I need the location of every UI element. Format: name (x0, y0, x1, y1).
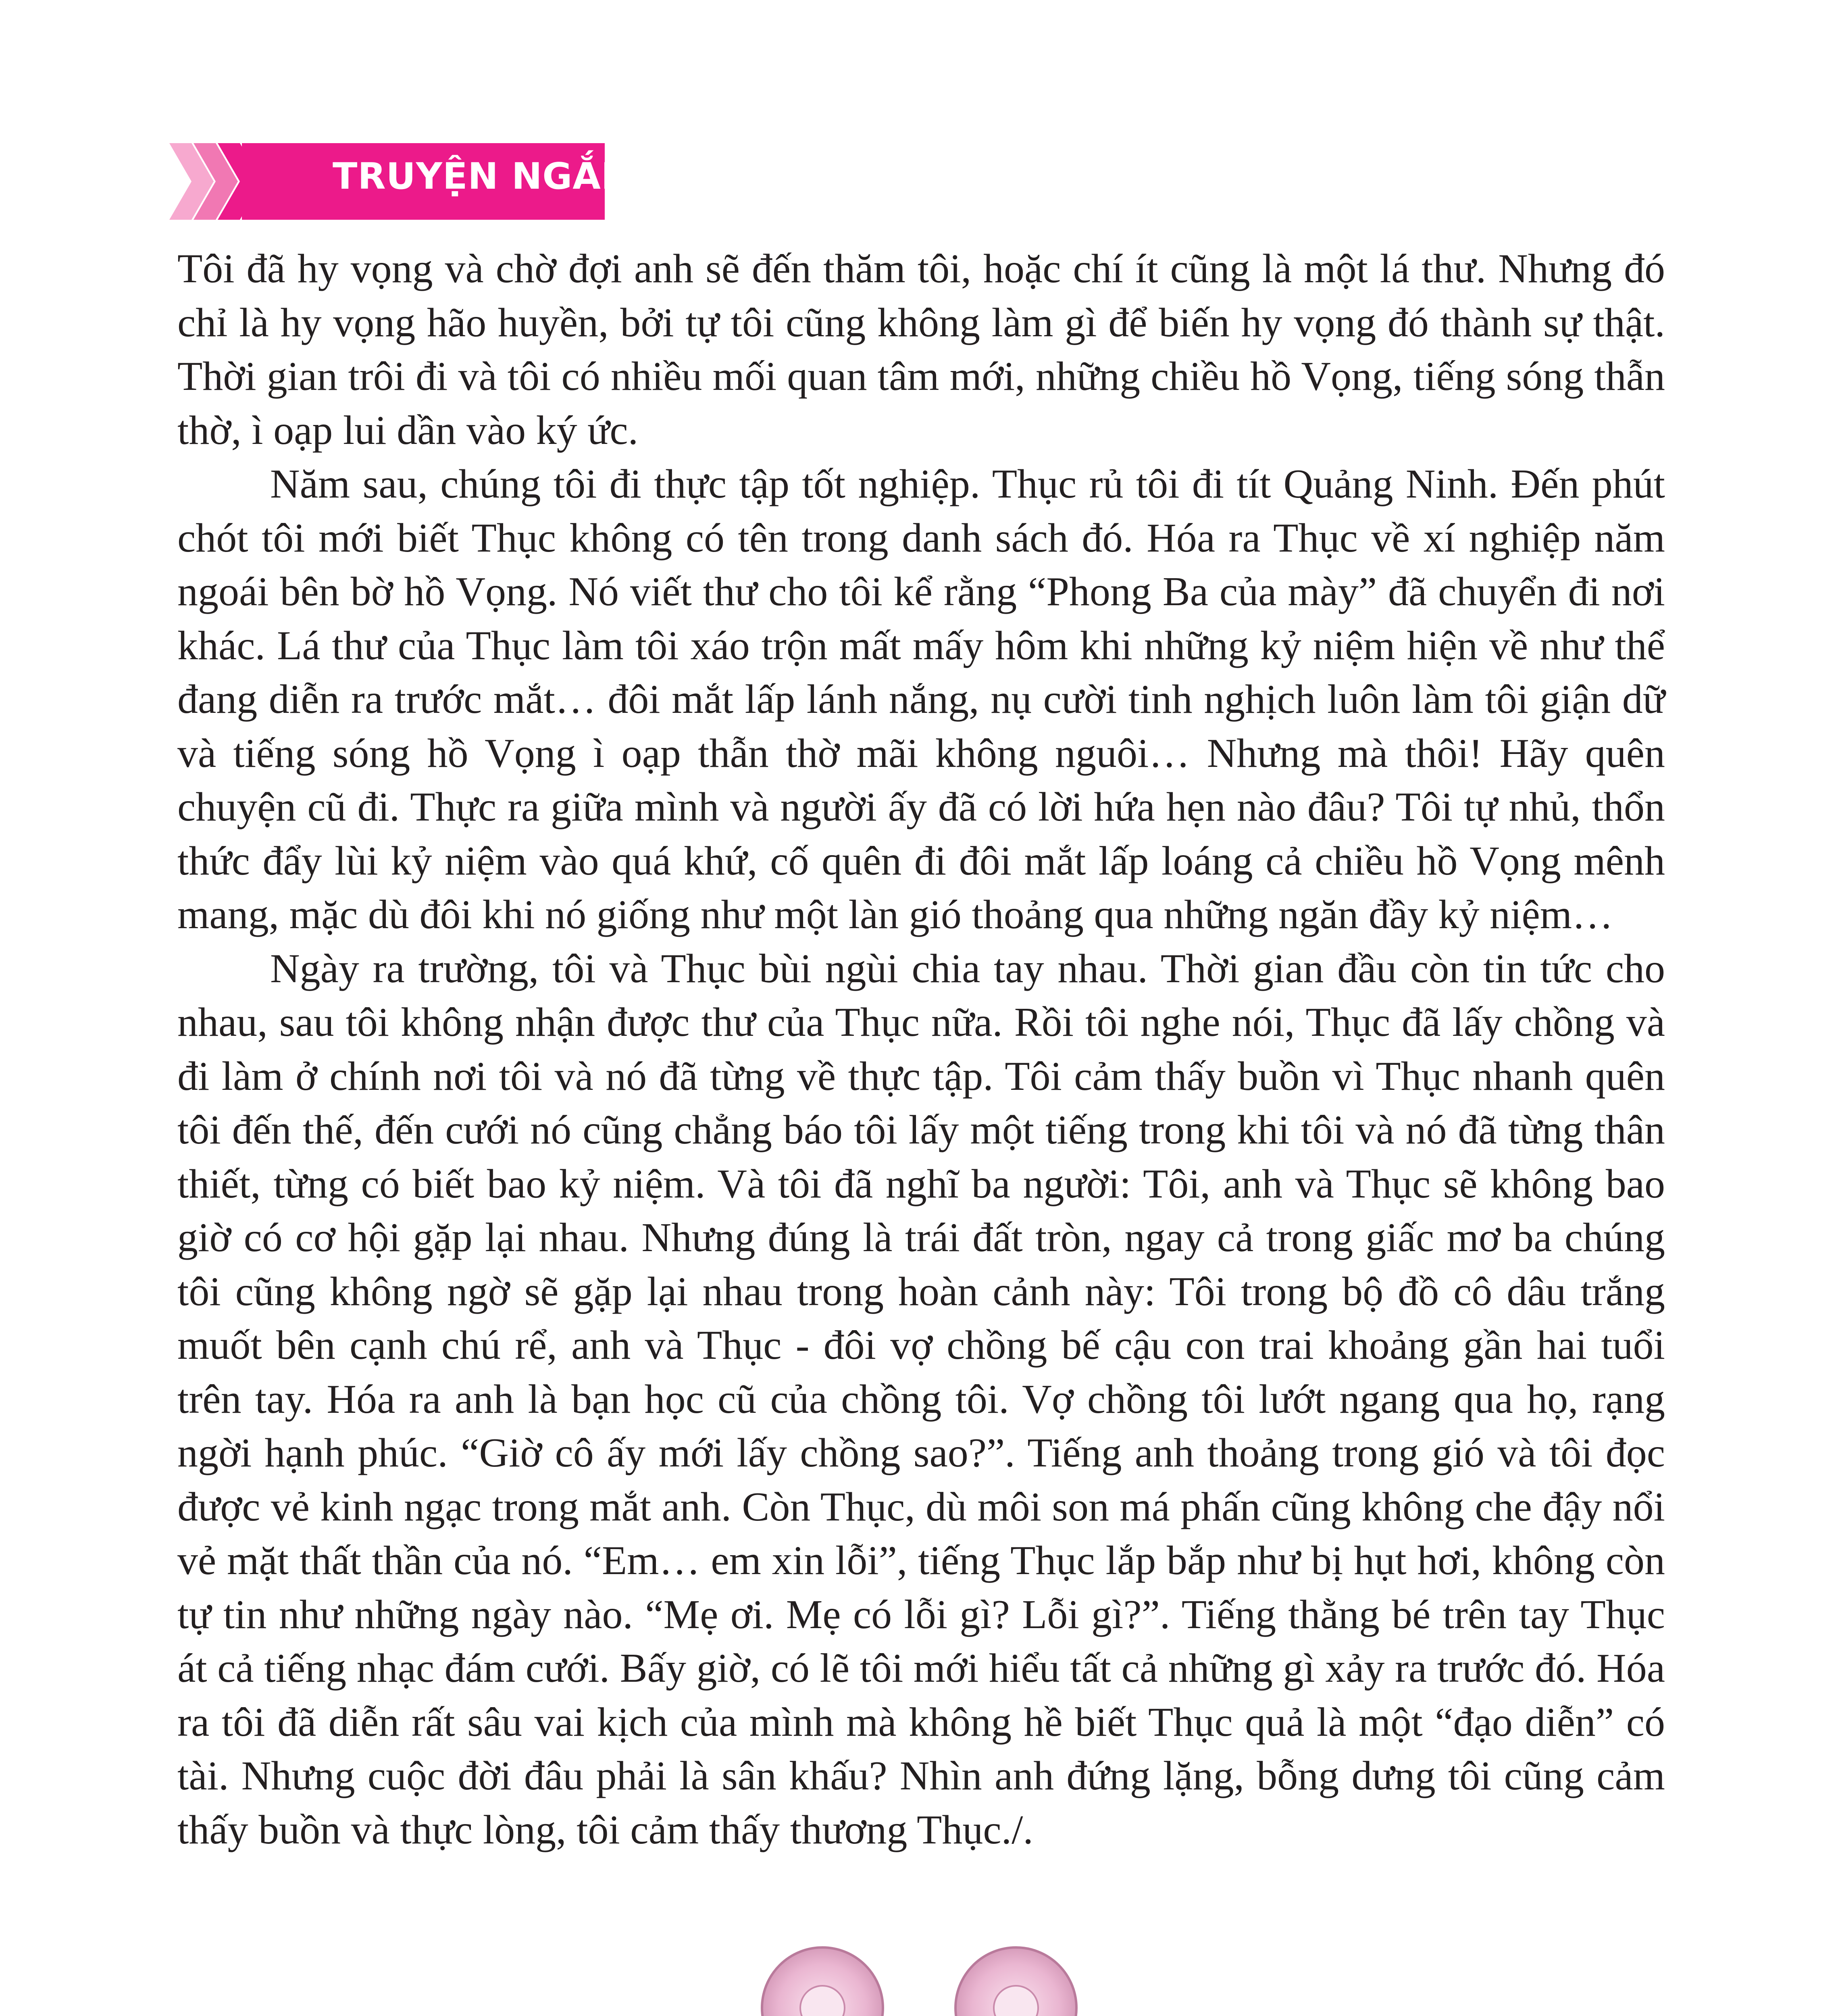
floral-decoration (169, 1927, 1669, 2016)
section-label: TRUYỆN NGẮN (333, 155, 632, 198)
article-body (177, 242, 1665, 1857)
paragraph-2: Năm sau, chúng tôi đi thực tập tốt nghiệp. Thục rủ tôi đi tít Quảng Ninh. Đến phút chót tôi mới biết Thục không có tên trong danh sách đó. Hóa ra Thục về xí nghiệp năm ngoái bên bờ hồ Vọng. Nó viết thư cho tôi kể rằng “Phong Ba của mày” đã chuyển đi nơi khác. Lá thư của Thục làm tôi xáo trộn mất mấy hôm khi những kỷ niệm hiện về như thể đang diễn ra trước mắt… đôi mắt lấp lánh nắng, nụ cười tinh nghịch luôn làm tôi giận dữ và tiếng sóng hồ Vọng ì oạp thẫn thờ mãi không nguôi… Nhưng mà thôi! Hãy quên chuyện cũ đi. Thực ra giữa mình và người ấy đã có lời hứa hẹn nào đâu? Tôi tự nhủ, thổn thức đẩy lùi kỷ niệm vào quá khứ, cố quên đi đôi mắt lấp loáng cả chiều hồ Vọng mênh mang, mặc dù đôi khi nó giống như một làn gió thoảng qua những ngăn đầy kỷ niệm… (177, 461, 1665, 937)
section-tag (169, 143, 632, 220)
paragraph-1: Tôi đã hy vọng và chờ đợi anh sẽ đến thăm tôi, hoặc chí ít cũng là một lá thư. Nhưng đó chỉ là hy vọng hão huyền, bởi tự tôi cũng không làm gì để biến hy vọng đó thành sự thật. Thời gian trôi đi và tôi có nhiều mối quan tâm mới, những chiều hồ Vọng, tiếng sóng thẫn thờ, ì oạp lui dần vào ký ức. (177, 246, 1665, 453)
paragraph-3: Ngày ra trường, tôi và Thục bùi ngùi chia tay nhau. Thời gian đầu còn tin tức cho nhau, sau tôi không nhận được thư của Thục nữa. Rồi tôi nghe nói, Thục đã lấy chồng và đi làm ở chính nơi tôi và nó đã từng về thực tập. Tôi cảm thấy buồn vì Thục nhanh quên tôi đến thế, đến cưới nó cũng chẳng báo tôi lấy một tiếng trong khi tôi và nó đã từng thân thiết, từng có biết bao kỷ niệm. Và tôi đã nghĩ ba người: Tôi, anh và Thục sẽ không bao giờ có cơ hội gặp lại nhau. Nhưng đúng là trái đất tròn, ngay cả trong giấc mơ ba chúng tôi cũng không ngờ sẽ gặp lại nhau trong hoàn cảnh này: Tôi trong bộ đồ cô dâu trắng muốt bên cạnh chú rể, anh và Thục - đôi vợ chồng bế cậu con trai khoảng gần hai tuổi trên tay. Hóa ra anh là bạn học cũ của chồng tôi. Vợ chồng tôi lướt ngang qua họ, rạng ngời hạnh phúc. “Giờ cô ấy mới lấy chồng sao?”. Tiếng anh thoảng trong gió và tôi đọc được vẻ kinh ngạc trong mắt anh. Còn Thục, dù môi son má phấn cũng không che đậy nổi vẻ mặt thất thần của nó. “Em… em xin lỗi”, tiếng Thục lắp bắp như bị hụt hơi, không còn tự tin như những ngày nào. “Mẹ ơi. Mẹ có lỗi gì? Lỗi gì?”. Tiếng thằng bé trên tay Thục át cả tiếng nhạc đám cưới. Bấy giờ, có lẽ tôi mới hiểu tất cả những gì xảy ra trước đó. Hóa ra tôi đã diễn rất sâu vai kịch của mình mà không hề biết Thục quả là một “đạo diễn” có tài. Nhưng cuộc đời đâu phải là sân khấu? Nhìn anh đứng lặng, bỗng dưng tôi cũng cảm thấy buồn và thực lòng, tôi cảm thấy thương Thục./. (177, 946, 1665, 1853)
section-label-box (242, 143, 632, 220)
